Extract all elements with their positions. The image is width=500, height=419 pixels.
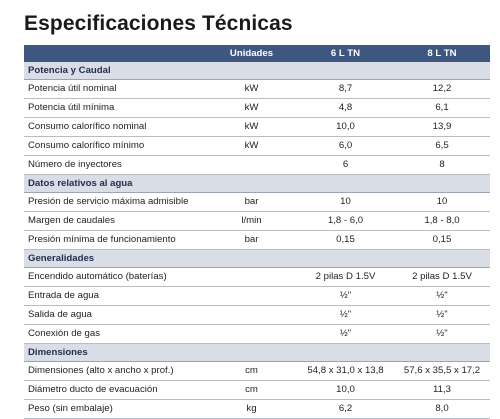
row-label: Salida de agua: [24, 306, 206, 325]
section-title: Dimensiones: [24, 344, 490, 362]
section-title: Datos relativos al agua: [24, 175, 490, 193]
row-value-6l: 1,8 - 6,0: [297, 212, 394, 231]
table-body: [24, 62, 490, 419]
row-value-6l: 10,0: [297, 118, 394, 137]
table-row: [24, 118, 490, 137]
row-value-6l: ½": [297, 287, 394, 306]
row-value-8l: 2 pilas D 1.5V: [394, 268, 490, 287]
row-label: Potencia útil nominal: [24, 80, 206, 99]
section-title: Generalidades: [24, 250, 490, 268]
row-label: Presión mínima de funcionamiento: [24, 231, 206, 250]
row-unit: l/min: [206, 212, 297, 231]
row-unit: bar: [206, 231, 297, 250]
row-unit: cm: [206, 362, 297, 381]
table-header-row: [24, 45, 490, 62]
table-row: [24, 212, 490, 231]
row-value-8l: 10: [394, 193, 490, 212]
table-row: [24, 231, 490, 250]
row-value-8l: 12,2: [394, 80, 490, 99]
row-value-8l: ½": [394, 325, 490, 344]
row-value-6l: 10: [297, 193, 394, 212]
row-label: Número de inyectores: [24, 156, 206, 175]
header-units: Unidades: [206, 45, 297, 62]
row-value-8l: ½": [394, 287, 490, 306]
header-blank: [24, 45, 206, 62]
row-value-8l: 6,1: [394, 99, 490, 118]
table-row: [24, 287, 490, 306]
row-unit: [206, 325, 297, 344]
row-unit: bar: [206, 193, 297, 212]
section-row: [24, 344, 490, 362]
table-row: [24, 400, 490, 419]
spec-table: [24, 45, 490, 419]
row-unit: kW: [206, 137, 297, 156]
row-label: Consumo calorífico nominal: [24, 118, 206, 137]
row-value-8l: 8,0: [394, 400, 490, 419]
row-value-6l: 10,0: [297, 381, 394, 400]
row-value-8l: 1,8 - 8,0: [394, 212, 490, 231]
row-unit: kg: [206, 400, 297, 419]
row-value-8l: 6,5: [394, 137, 490, 156]
table-row: [24, 362, 490, 381]
row-value-6l: 2 pilas D 1.5V: [297, 268, 394, 287]
row-value-8l: ½": [394, 306, 490, 325]
table-row: [24, 268, 490, 287]
table-row: [24, 306, 490, 325]
row-value-6l: ½": [297, 306, 394, 325]
table-row: [24, 325, 490, 344]
header-8l: 8 L TN: [394, 45, 490, 62]
row-value-6l: 6,2: [297, 400, 394, 419]
row-label: Entrada de agua: [24, 287, 206, 306]
section-row: [24, 62, 490, 80]
row-label: Dimensiones (alto x ancho x prof.): [24, 362, 206, 381]
table-row: [24, 80, 490, 99]
row-value-8l: 11,3: [394, 381, 490, 400]
row-value-6l: 8,7: [297, 80, 394, 99]
row-value-6l: 0,15: [297, 231, 394, 250]
row-label: Encendido automático (baterías): [24, 268, 206, 287]
row-value-8l: 13,9: [394, 118, 490, 137]
page-title: Especificaciones Técnicas: [24, 12, 293, 35]
row-value-8l: 8: [394, 156, 490, 175]
section-title: Potencia y Caudal: [24, 62, 490, 80]
row-value-8l: 57,6 x 35,5 x 17,2: [394, 362, 490, 381]
section-row: [24, 250, 490, 268]
row-label: Potencia útil mínima: [24, 99, 206, 118]
row-unit: kW: [206, 99, 297, 118]
table-row: [24, 99, 490, 118]
row-label: Consumo calorífico mínimo: [24, 137, 206, 156]
row-label: Margen de caudales: [24, 212, 206, 231]
row-label: Diámetro ducto de evacuación: [24, 381, 206, 400]
header-6l: 6 L TN: [297, 45, 394, 62]
section-row: [24, 175, 490, 193]
row-unit: [206, 156, 297, 175]
table-row: [24, 137, 490, 156]
row-label: Peso (sin embalaje): [24, 400, 206, 419]
table-row: [24, 381, 490, 400]
row-value-6l: ½": [297, 325, 394, 344]
row-label: Conexión de gas: [24, 325, 206, 344]
table-row: [24, 156, 490, 175]
row-unit: kW: [206, 118, 297, 137]
row-unit: [206, 306, 297, 325]
row-unit: [206, 268, 297, 287]
row-unit: cm: [206, 381, 297, 400]
row-unit: kW: [206, 80, 297, 99]
row-value-6l: 54,8 x 31,0 x 13,8: [297, 362, 394, 381]
row-label: Presión de servicio máxima admisible: [24, 193, 206, 212]
row-value-6l: 6: [297, 156, 394, 175]
row-value-6l: 6,0: [297, 137, 394, 156]
table-row: [24, 193, 490, 212]
row-value-6l: 4,8: [297, 99, 394, 118]
row-unit: [206, 287, 297, 306]
row-value-8l: 0,15: [394, 231, 490, 250]
